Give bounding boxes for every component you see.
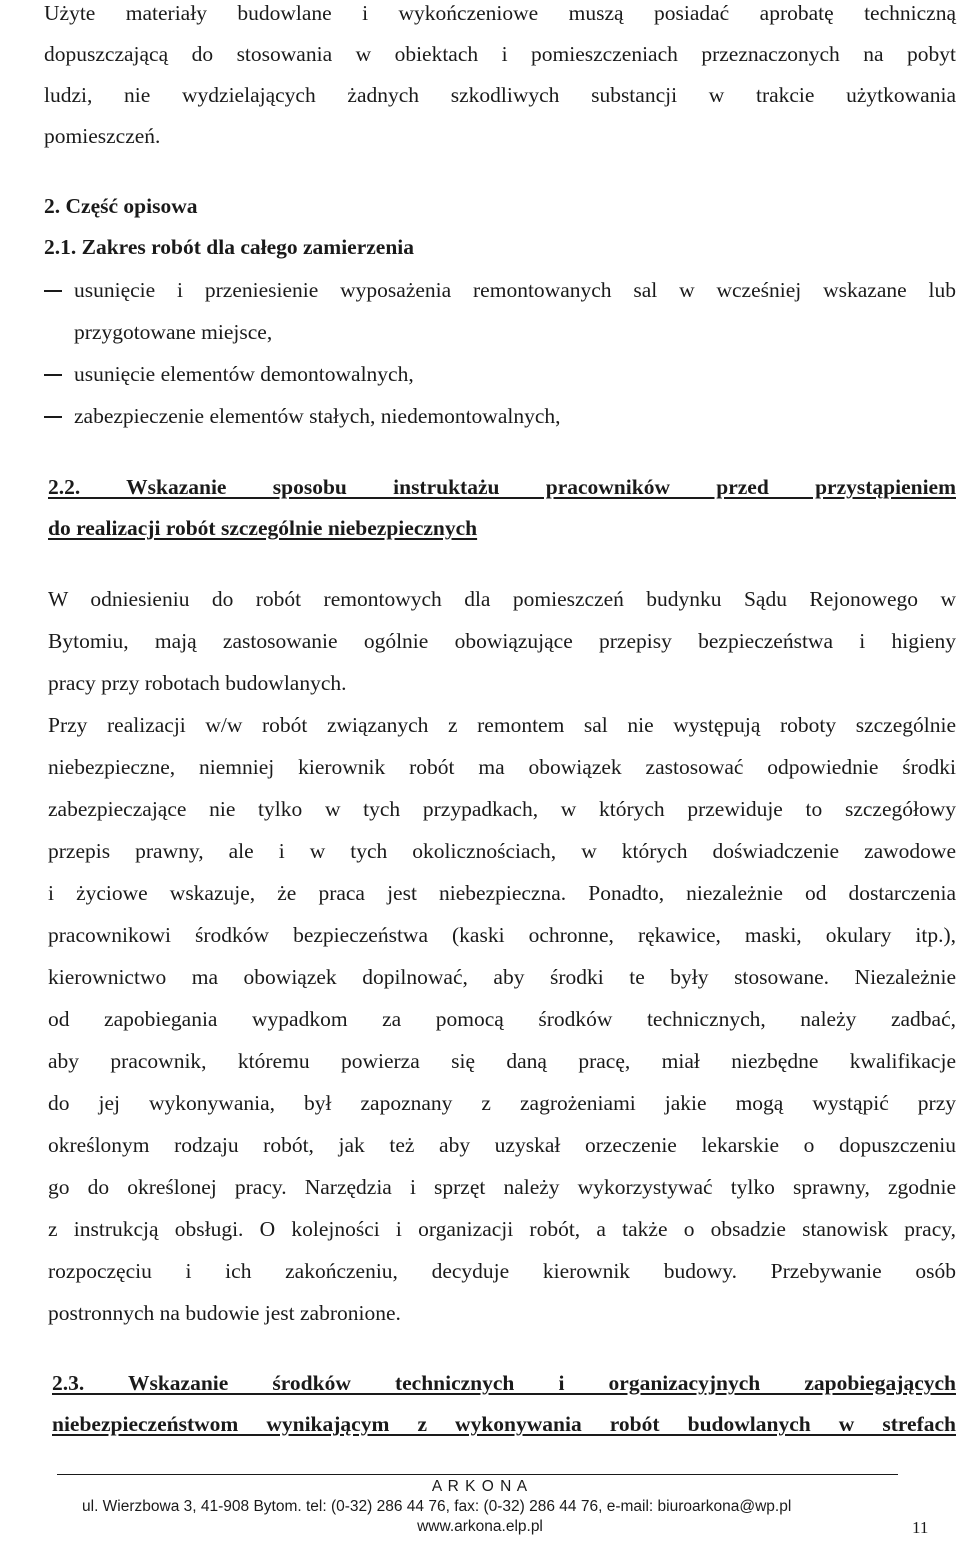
section-2-2-heading-line-2: do realizacji robót szczególnie niebezpiecznych xyxy=(48,516,478,540)
para2-line-7: kierownictwo ma obowiązek dopilnować, aby środki te były stosowane. Niezależnie xyxy=(48,965,956,989)
para2-line-11: określonym rodzaju robót, jak też aby uzyskał orzeczenie lekarskie o dopuszczeniu xyxy=(48,1133,956,1157)
para1-line-2: Bytomiu, mają zastosowanie ogólnie obowiązujące przepisy bezpieczeństwa i higieny xyxy=(48,629,956,653)
para2-line-6: pracownikowi środków bezpieczeństwa (kaski ochronne, rękawice, maski, okulary itp.), xyxy=(48,923,956,947)
page-number: 11 xyxy=(912,1518,929,1537)
intro-line-3: ludzi, nie wydzielających żadnych szkodliwych substancji w trakcie użytkowania xyxy=(44,83,956,107)
dash-bullet-icon xyxy=(44,416,62,418)
footer-website[interactable]: www.arkona.elp.pl xyxy=(417,1518,543,1535)
para2-line-4: przepis prawny, ale i w tych okolicznościach, w których doświadczenie zawodowe xyxy=(48,839,956,863)
para2-line-13: z instrukcją obsługi. O kolejności i organizacji robót, a także o obsadzie stanowisk pracy, xyxy=(48,1217,956,1241)
section-2-heading: 2. Część opisowa xyxy=(44,194,198,218)
para2-line-3: zabezpieczające nie tylko w tych przypadkach, w których przewiduje to szczegółowy xyxy=(48,797,956,821)
dash-bullet-icon xyxy=(44,290,62,292)
para2-line-1: Przy realizacji w/w robót związanych z remontem sal nie występują roboty szczególnie xyxy=(48,713,956,737)
footer-company: A R K O N A xyxy=(431,1478,529,1495)
footer-address: ul. Wierzbowa 3, 41-908 Bytom. tel: (0-32) 286 44 76, fax: (0-32) 286 44 76, e-mail: biuroarkona@wp.pl xyxy=(82,1498,792,1515)
para2-line-12: go do określonej pracy. Narzędzia i sprzęt należy wykorzystywać tylko sprawny, zgodnie xyxy=(48,1175,956,1199)
para2-line-14: rozpoczęciu i ich zakończeniu, decyduje kierownik budowy. Przebywanie osób xyxy=(48,1259,956,1283)
para2-line-2: niebezpieczne, niemniej kierownik robót ma obowiązek zastosować odpowiednie środki xyxy=(48,755,956,779)
para1-line-1: W odniesieniu do robót remontowych dla pomieszczeń budynku Sądu Rejonowego w xyxy=(48,587,956,611)
para2-line-8: od zapobiegania wypadkom za pomocą środków technicznych, należy zadbać, xyxy=(48,1007,956,1031)
intro-line-1: Użyte materiały budowlane i wykończeniowe muszą posiadać aprobatę techniczną xyxy=(44,1,956,25)
section-2-3-heading-line-2: niebezpieczeństwom wynikającym z wykonywania robót budowlanych w strefach xyxy=(52,1412,956,1436)
intro-line-2: dopuszczającą do stosowania w obiektach i pomieszczeniach przeznaczonych na pobyt xyxy=(44,42,956,66)
list-item-1-line-1: usunięcie i przeniesienie wyposażenia remontowanych sal w wcześniej wskazane lub xyxy=(74,278,956,302)
section-2-2-heading-line-1: 2.2. Wskazanie sposobu instruktażu pracowników przed przystąpieniem xyxy=(48,475,956,499)
list-item-2: usunięcie elementów demontowalnych, xyxy=(74,362,414,386)
dash-bullet-icon xyxy=(44,374,62,376)
para2-line-9: aby pracownik, któremu powierza się daną pracę, miał niezbędne kwalifikacje xyxy=(48,1049,956,1073)
list-item-3: zabezpieczenie elementów stałych, niedemontowalnych, xyxy=(74,404,561,428)
list-item-1-line-2: przygotowane miejsce, xyxy=(74,320,273,344)
para2-line-5: i życiowe wskazuje, że praca jest niebezpieczna. Ponadto, niezależnie od dostarczenia xyxy=(48,881,956,905)
section-2-3-heading-line-1: 2.3. Wskazanie środków technicznych i organizacyjnych zapobiegających xyxy=(52,1371,956,1395)
para1-line-3: pracy przy robotach budowlanych. xyxy=(48,671,347,695)
footer-divider xyxy=(57,1474,898,1475)
para2-line-10: do jej wykonywania, był zapoznany z zagrożeniami jakie mogą wystąpić przy xyxy=(48,1091,956,1115)
para2-line-15: postronnych na budowie jest zabronione. xyxy=(48,1301,401,1325)
intro-line-4: pomieszczeń. xyxy=(44,124,161,148)
section-2-1-heading: 2.1. Zakres robót dla całego zamierzenia xyxy=(44,235,415,259)
